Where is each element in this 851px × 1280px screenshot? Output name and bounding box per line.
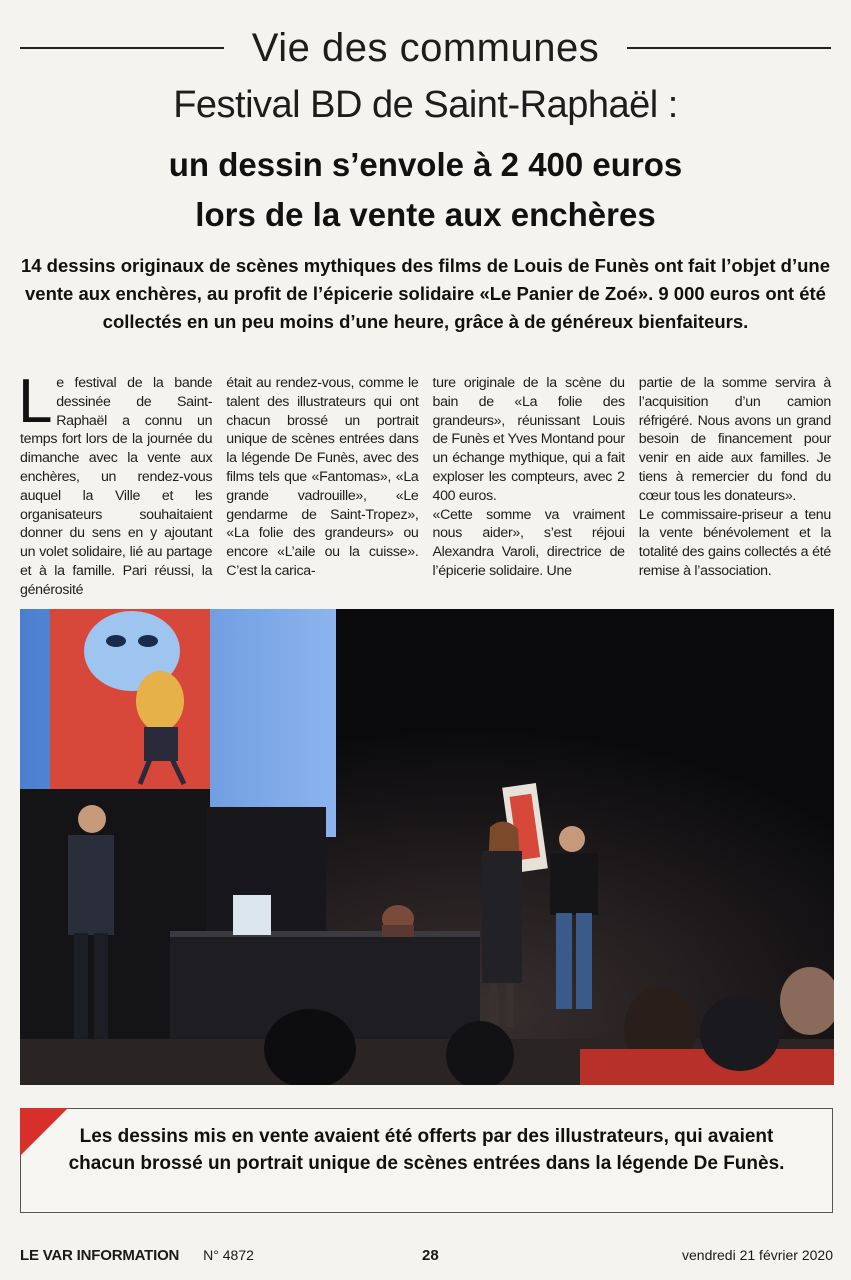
article-headline [0,140,851,240]
column-3-paragraph-2: «Cette somme va vraiment nous aider», s’est réjoui Alexandra Varoli, directrice de l’épicerie solidaire. Une [432,506,625,579]
column-3-paragraph-1: ture originale de la scène du bain de «La folie des grandeurs», réunissant Louis de Funès et Yves Montand pour un échange mythique, qui a fait exploser les compteurs, avec 2 400 euros. [432,375,625,504]
issue-number: N° 4872 [203,1247,254,1263]
stage-scene-illustration [20,609,834,1085]
body-column-2 [226,374,418,589]
body-column-1 [18,367,213,598]
headline-line-2: lors de la vente aux enchères [195,196,656,233]
header-rule-left [20,47,224,49]
body-column-3 [433,374,625,589]
drop-cap: L [18,367,53,436]
publication-name: LE VAR INFORMATION [20,1246,180,1264]
photo-caption-box [20,1108,833,1213]
headline-line-1: un dessin s’envole à 2 400 euros [168,146,683,183]
auction-stage-photo [20,609,834,1085]
page-footer [20,1244,833,1266]
article-body [18,367,831,598]
column-4-paragraph-2: Le commissaire-priseur a tenu la vente bénévolement et la totalité des gains collectés a été remise à l’association. [638,506,831,579]
column-4-paragraph-1: partie de la somme servira à l’acquisition d’un camion réfrigéré. Nous avons un grand besoin de financement pour venir en aide aux familles. Je tiens à remercier du fond du cœur tous les donateurs». [638,375,831,504]
header-rule-right [627,47,831,49]
body-column-4 [639,374,831,589]
section-title: Vie des communes [251,25,600,70]
column-2-text: était au rendez-vous, comme le talent des illustrateurs qui ont chacun brossé un portrait unique de scènes entrées dans la légende De Funès, avec des films tels que «Fantomas», «La grande vadrouille», «Le gendarme de Saint-Tropez», «La folie des grandeurs» ou encore «L’aile ou la cuisse». C’est la carica- [226,375,419,579]
column-1-text: e festival de la bande dessinée de Saint-Raphaël a connu un temps fort lors de la journée du dimanche avec la vente aux enchères, un rendez-vous auquel la Ville et les organisateurs souhaitaient donner du sens en y ajoutant un volet solidaire, lié au partage et à la famille. Pari réussi, la générosité [20,375,213,598]
caption-text: Les dessins mis en vente avaient été offerts par des illustrateurs, qui avaient chacun brossé un portrait unique de scènes entrées dans la légende De Funès. [68,1126,785,1174]
article-lead: 14 dessins originaux de scènes mythiques des films de Louis de Funès ont fait l’objet d’une vente aux enchères, au profit de l’épicerie solidaire «Le Panier de Zoé». 9 000 euros ont été collectés en un peu moins d’une heure, grâce à de généreux bienfaiteurs. [20,255,831,332]
article-kicker: Festival BD de Saint-Raphaël : [173,84,678,126]
section-header [20,18,831,78]
issue-date: vendredi 21 février 2020 [682,1247,833,1263]
page-number: 28 [422,1246,439,1264]
